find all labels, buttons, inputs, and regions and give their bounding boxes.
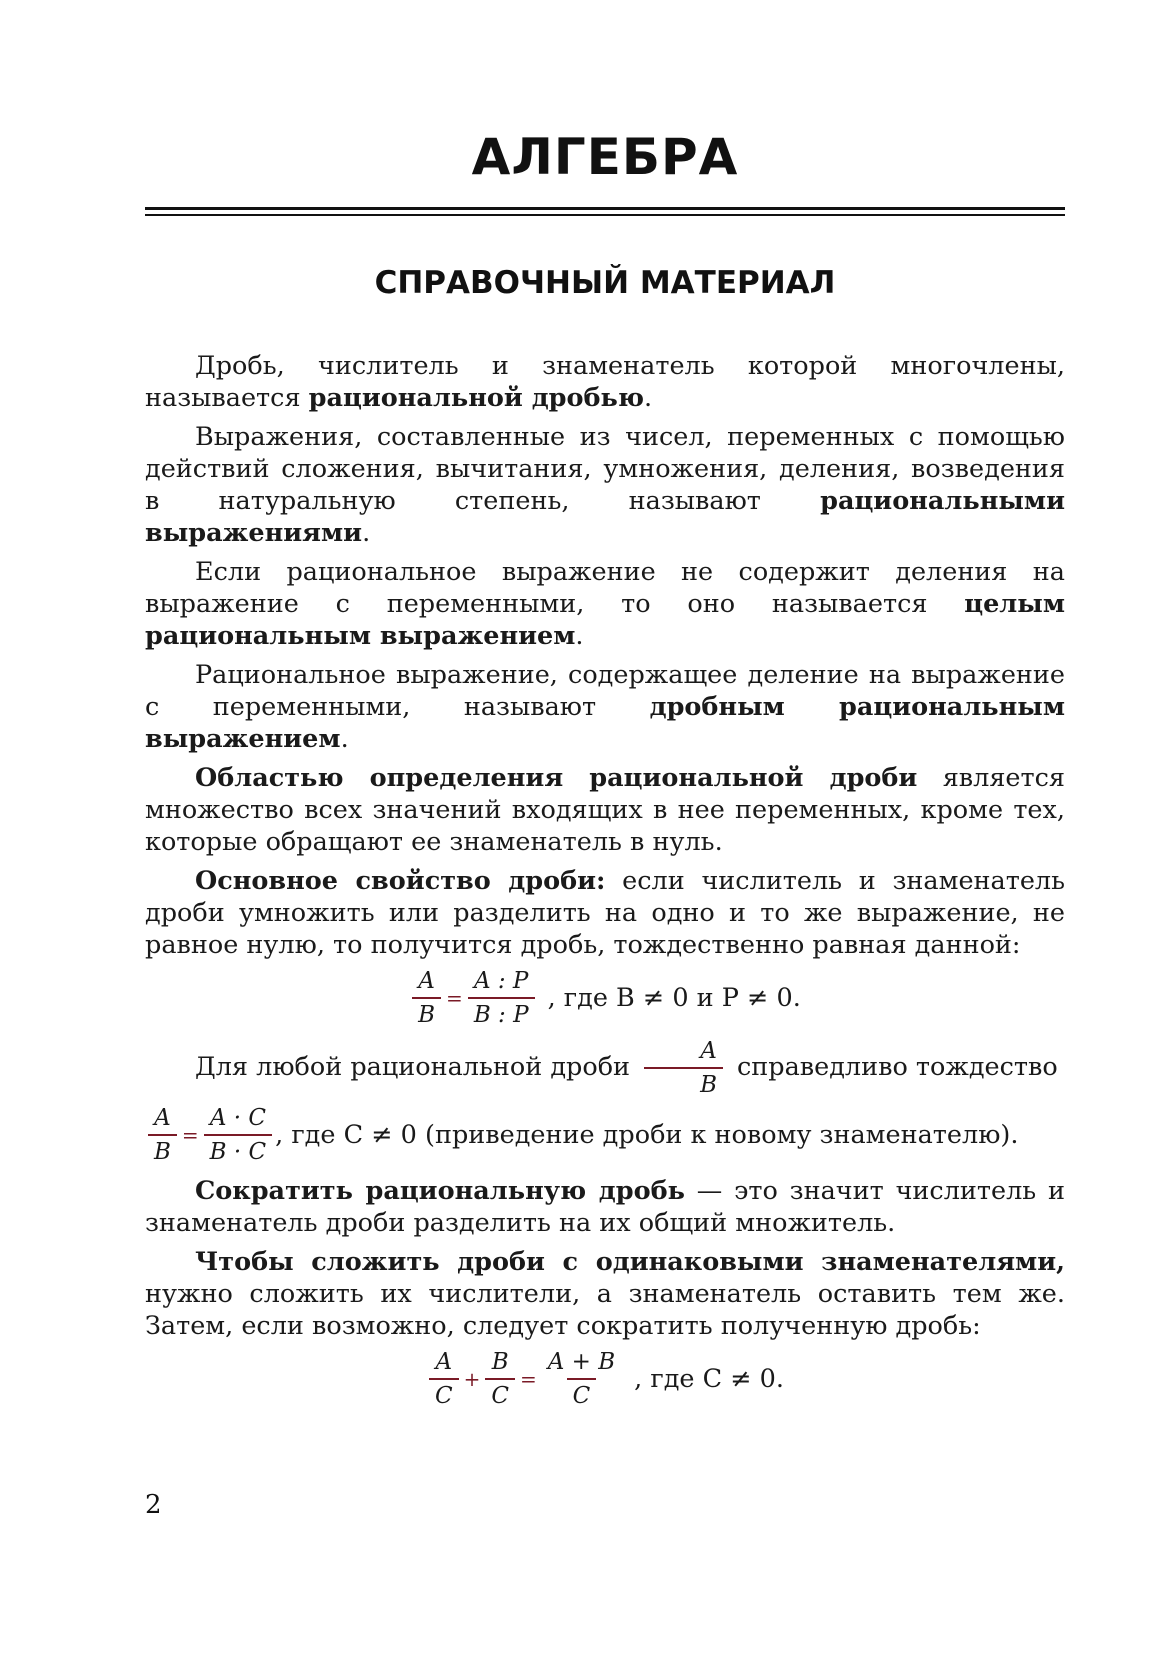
fraction	[485, 1349, 515, 1409]
denominator: B	[412, 997, 441, 1028]
term: Чтобы сложить дроби с одинаковыми знаменателями,	[195, 1247, 1065, 1277]
equals-sign: =	[181, 1123, 199, 1147]
text: — это значит числитель и знаменатель дроби разделить на их общий множитель.	[145, 1176, 1065, 1238]
text: Дробь, числитель и знаменатель которой многочлены, называется	[145, 351, 1065, 413]
text: является множество всех значений входящих в нее переменных, кроме тех, которые обращают ее знаменатель в нуль.	[145, 763, 1065, 857]
numerator: A	[700, 1038, 717, 1064]
term: рациональной дробью	[308, 383, 644, 413]
numerator: A · C	[209, 1105, 266, 1131]
paragraph-rational-expressions	[145, 421, 1065, 549]
page-number: 2	[145, 1490, 162, 1520]
section-title: СПРАВОЧНЫЙ МАТЕРИАЛ	[374, 265, 836, 301]
plus-sign: +	[463, 1367, 481, 1391]
paragraph-fractional-expression	[145, 659, 1065, 755]
text: .	[575, 621, 584, 651]
formula-new-denominator	[145, 1105, 1065, 1165]
formula-addition	[145, 1349, 1065, 1409]
denominator: B	[148, 1134, 177, 1165]
term: дробным рациональным выражением	[145, 692, 1065, 754]
paragraph-rational-fraction	[145, 350, 1065, 414]
text: Если рациональное выражение не содержит деления на выражение с переменными, то оно называется	[145, 557, 1065, 619]
fraction	[204, 1105, 272, 1165]
fraction	[148, 1105, 177, 1165]
denominator: C	[567, 1378, 597, 1409]
paragraph-integer-expression	[145, 556, 1065, 652]
term: Сократить рациональную дробь	[195, 1176, 685, 1206]
fraction	[429, 1349, 459, 1409]
denominator: C	[485, 1378, 515, 1409]
numerator: A + B	[547, 1349, 616, 1375]
denominator: B : P	[468, 997, 535, 1028]
equals-sign: =	[446, 986, 463, 1010]
formula-condition: , где C ≠ 0.	[634, 1364, 785, 1394]
denominator: C	[429, 1378, 459, 1409]
paragraph-reduce	[145, 1175, 1065, 1239]
numerator: B	[491, 1349, 509, 1375]
title-rule-thick	[145, 207, 1065, 210]
text: нужно сложить их числители, а знаменатель оставить тем же. Затем, если возможно, следует сократить полученную дробь:	[145, 1279, 1065, 1341]
fraction	[644, 1038, 723, 1098]
formula-condition: , где B ≠ 0 и P ≠ 0.	[547, 983, 801, 1013]
numerator: A	[154, 1105, 171, 1131]
term: Областью определения рациональной дроби	[195, 763, 918, 793]
text: Для любой рациональной дроби	[195, 1052, 631, 1082]
formula-basic-property	[145, 968, 1065, 1028]
text: .	[644, 383, 653, 413]
denominator: B	[644, 1067, 723, 1098]
fraction	[412, 968, 441, 1028]
paragraph-identity	[145, 1038, 1065, 1098]
text: .	[340, 724, 349, 754]
numerator: A	[435, 1349, 453, 1375]
text: справедливо тождество	[736, 1052, 1058, 1082]
formula-condition: , где C ≠ 0 (приведение дроби к новому знаменателю).	[275, 1120, 1019, 1150]
paragraph-basic-property	[145, 865, 1065, 961]
text: .	[362, 518, 371, 548]
fraction	[468, 968, 535, 1028]
text: Выражения, составленные из чисел, переменных с помощью действий сложения, вычитания, умножения, деления, возведения в натуральную степень, называют	[145, 422, 1065, 516]
numerator: A	[418, 968, 435, 994]
title-rule-thin	[145, 214, 1065, 216]
denominator: B · C	[204, 1134, 272, 1165]
chapter-title: АЛГЕБРА	[471, 128, 739, 186]
numerator: A : P	[473, 968, 529, 994]
paragraph-addition	[145, 1246, 1065, 1342]
term: Основное свойство дроби:	[195, 866, 606, 896]
fraction	[542, 1349, 621, 1409]
term: рациональными выражениями	[145, 486, 1065, 548]
text: если числитель и знаменатель дроби умножить или разделить на одно и то же выражение, не равное нулю, то получится дробь, тождественно равная данной:	[145, 866, 1066, 960]
content	[145, 350, 1065, 1419]
equals-sign: =	[519, 1367, 537, 1391]
text: Рациональное выражение, содержащее деление на выражение с переменными, называют	[145, 660, 1065, 722]
paragraph-domain	[145, 762, 1065, 858]
term: целым рациональным выражением	[145, 589, 1065, 651]
